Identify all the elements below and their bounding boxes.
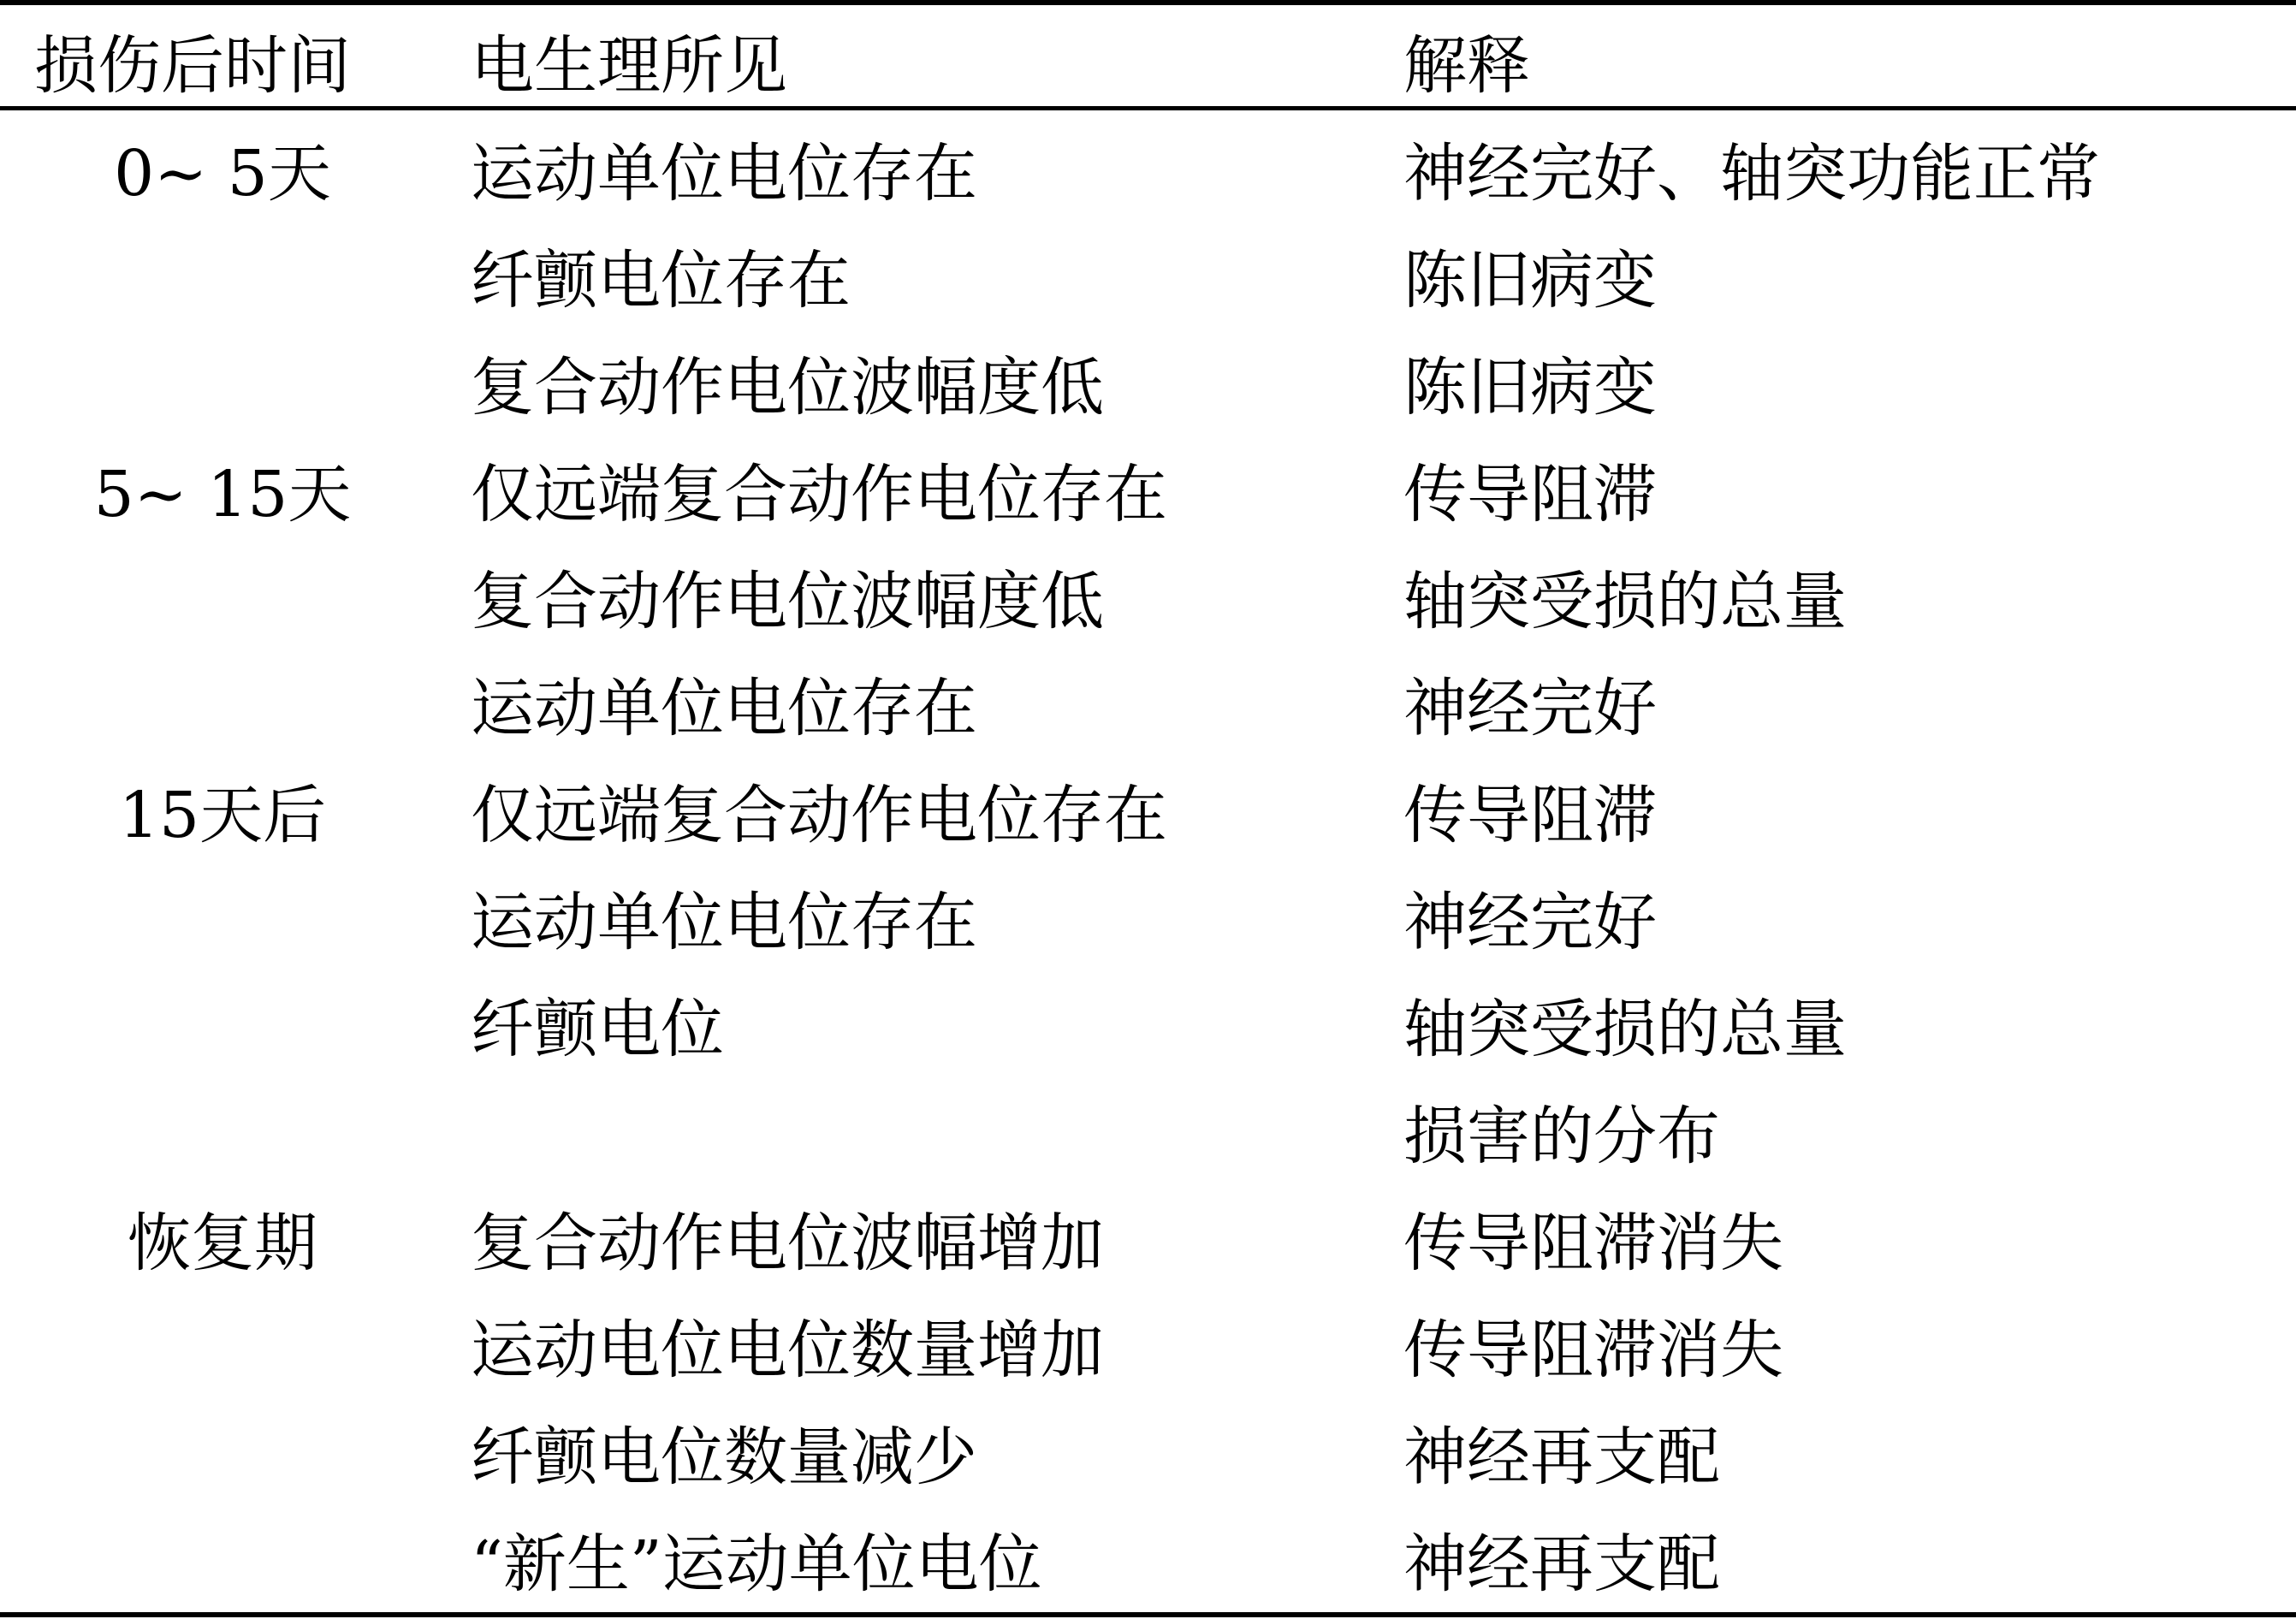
cell-observation: 纤颤电位存在: [471, 244, 851, 317]
header-time: 损伤后时间: [34, 29, 351, 103]
cell-explanation: 神经完好: [1403, 672, 1657, 745]
cell-explanation: 传导阻滞: [1403, 779, 1657, 852]
cell-explanation: 传导阻滞消失: [1403, 1314, 1783, 1387]
cell-observation: 仅远端复合动作电位存在: [471, 458, 1167, 531]
cell-explanation: 神经完好、轴突功能正常: [1403, 137, 2100, 211]
cell-explanation: 轴突受损的总量: [1403, 565, 1847, 638]
cell-explanation: 损害的分布: [1403, 1100, 1720, 1173]
cell-explanation: 陈旧病变: [1403, 351, 1657, 424]
cell-explanation: 神经再支配: [1403, 1420, 1720, 1494]
cell-observation: 仅远端复合动作电位存在: [471, 779, 1167, 852]
cell-explanation: 神经再支配: [1403, 1527, 1720, 1601]
table-bottom-rule: [0, 1612, 2296, 1617]
cell-explanation: 传导阻滞: [1403, 458, 1657, 531]
cell-observation: 纤颤电位: [471, 993, 724, 1066]
table-header-rule: [0, 106, 2296, 110]
cell-observation: 复合动作电位波幅度低: [471, 565, 1104, 638]
cell-observation: 纤颤电位数量减少: [471, 1420, 977, 1494]
cell-observation: 运动单位电位存在: [471, 672, 977, 745]
header-observation: 电生理所见: [471, 29, 787, 103]
cell-observation: 运动单位电位存在: [471, 137, 977, 211]
cell-time: 0~ 5天: [114, 137, 331, 211]
cell-time: 5~ 15天: [93, 458, 352, 531]
cell-observation: 复合动作电位波幅度低: [471, 351, 1104, 424]
header-explanation: 解释: [1403, 29, 1530, 103]
cell-observation: 运动单位电位存在: [471, 886, 977, 959]
cell-explanation: 轴突受损的总量: [1403, 993, 1847, 1066]
cell-explanation: 神经完好: [1403, 886, 1657, 959]
cell-observation: 运动电位电位数量增加: [471, 1314, 1104, 1387]
table-top-rule: [0, 0, 2296, 5]
cell-observation: “新生”运动单位电位: [471, 1527, 1042, 1601]
cell-time: 15天后: [118, 779, 327, 852]
cell-time: 恢复期: [128, 1207, 317, 1280]
cell-explanation: 陈旧病变: [1403, 244, 1657, 317]
cell-observation: 复合动作电位波幅增加: [471, 1207, 1104, 1280]
cell-explanation: 传导阻滞消失: [1403, 1207, 1783, 1280]
